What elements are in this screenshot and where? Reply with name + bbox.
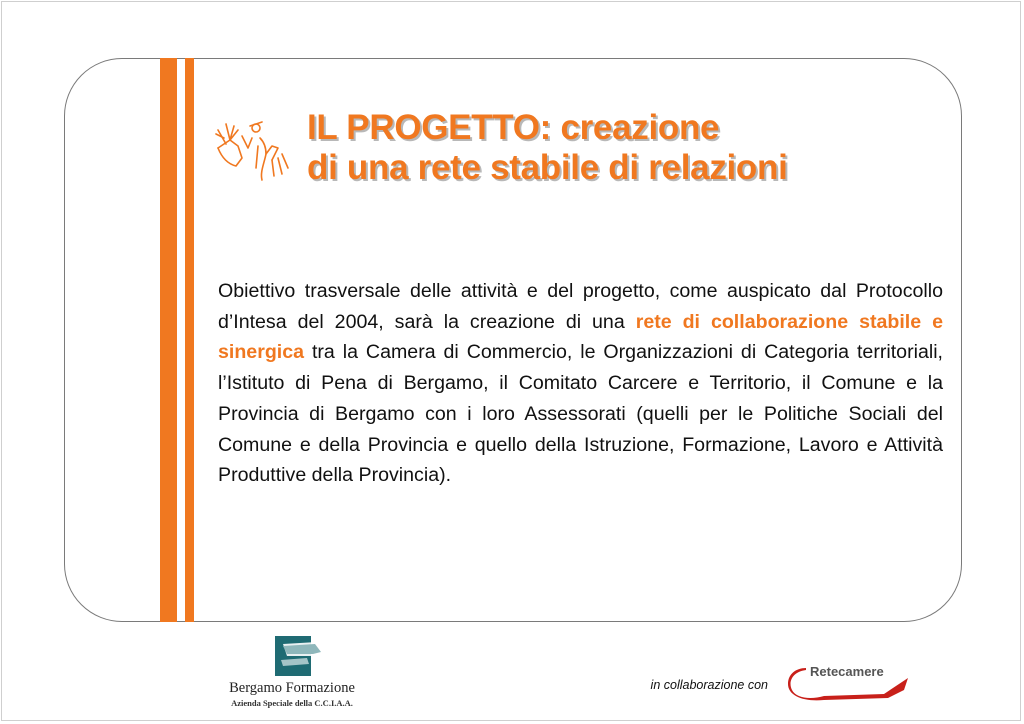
body-text-start: Obiettivo trasversale delle attività e del progetto, come auspicato dal Protocollo d’Intesa del 2004, sarà la creazione di una	[218, 280, 943, 333]
partner-logo-text: Retecamere	[810, 664, 884, 679]
bergamo-formazione-logo	[273, 634, 325, 678]
slide-title-line-2: di una rete stabile di relazioni	[307, 148, 788, 187]
org-name: Bergamo Formazione	[229, 680, 355, 696]
slide-title-line-1: IL PROGETTO: creazione	[307, 108, 720, 147]
hands-icon	[212, 118, 292, 184]
org-subtitle: Azienda Speciale della C.C.I.A.A.	[231, 698, 353, 708]
slide-title	[307, 108, 788, 188]
body-paragraph	[218, 276, 943, 491]
retecamere-logo	[784, 660, 912, 704]
collaboration-label: in collaborazione con	[650, 678, 768, 692]
body-text-end: tra la Camera di Commercio, le Organizzazioni di Categoria territoriali, l’Istituto di Pena di Bergamo, il Comitato Carcere e Territorio, il Comune e la Provincia di Bergamo con i loro Assessorati (quelli per le Politiche Sociali del Comune e della Provincia e quello della Istruzione, Formazione, Lavoro e Attività Produttive della Provincia).	[218, 341, 943, 487]
accent-stripe-wide	[160, 58, 177, 622]
accent-stripe-narrow	[185, 58, 194, 622]
body-highlight: rete di collaborazione stabile e sinergica	[218, 310, 943, 364]
